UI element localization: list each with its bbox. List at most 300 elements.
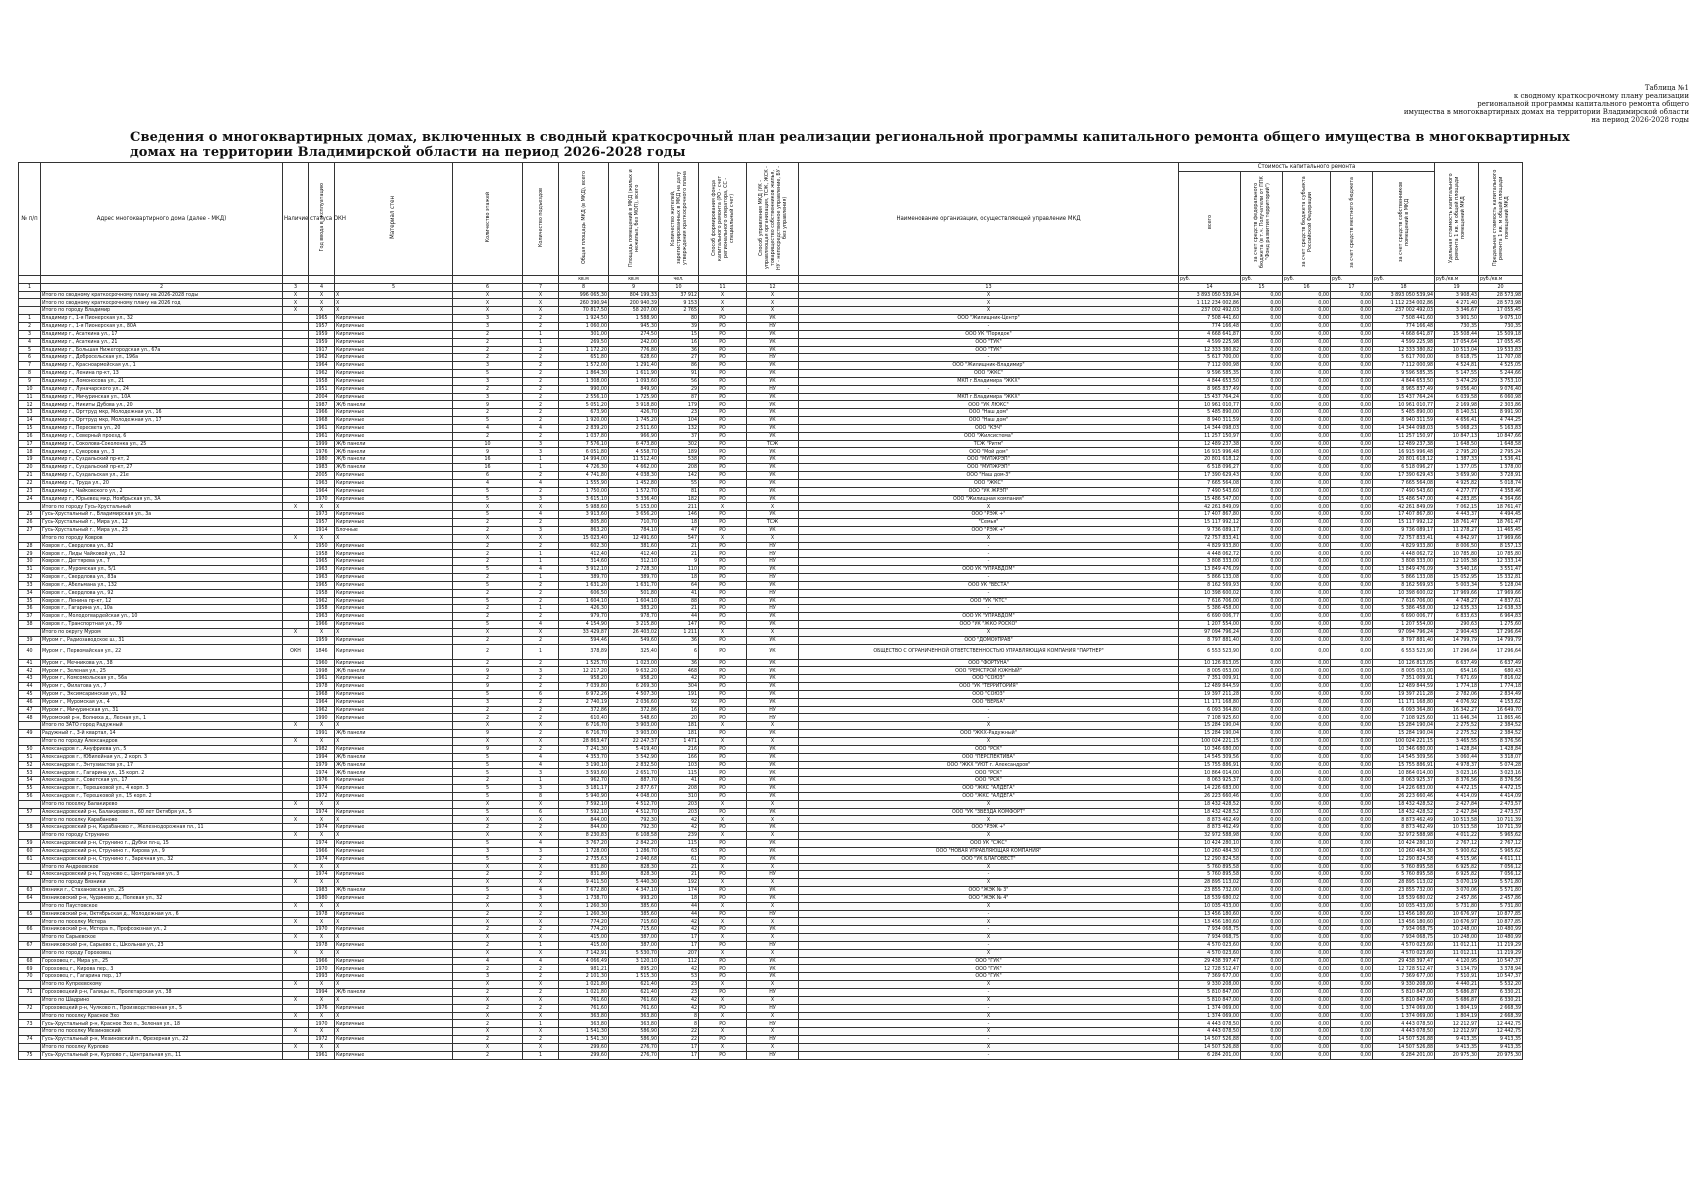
cell-c1: 32 972 588,98 [1179, 832, 1241, 840]
cell-mat: Кирпичные [335, 417, 453, 425]
cell-n [19, 934, 41, 942]
cell-okn [283, 613, 309, 621]
cell-c2: 0,00 [1241, 440, 1283, 448]
cell-c3: 0,00 [1283, 534, 1331, 542]
cell-u: 12 105,38 [1435, 558, 1479, 566]
cell-org: X [799, 996, 1179, 1004]
cell-mm: УК [747, 761, 799, 769]
cell-lim: 11 465,45 [1479, 526, 1523, 534]
cell-a2: 1 611,90 [609, 370, 659, 378]
cell-a2: 22 247,37 [609, 738, 659, 746]
cell-c2: 0,00 [1241, 918, 1283, 926]
cell-fm: РО [699, 573, 747, 581]
cell-res: 18 [659, 519, 699, 527]
cell-c2: 0,00 [1241, 792, 1283, 800]
cell-a1: 3 190,10 [559, 761, 609, 769]
cell-c3: 0,00 [1283, 330, 1331, 338]
cell-u: 4 472,15 [1435, 785, 1479, 793]
cell-addr: Владимир г., Ломоносова ул., 21 [41, 377, 283, 385]
cell-yr: 1914 [309, 526, 335, 534]
cell-a1: 7 672,80 [559, 887, 609, 895]
cell-c1: 774 166,48 [1179, 322, 1241, 330]
cell-en: 2 [523, 730, 559, 738]
cell-en: 2 [523, 377, 559, 385]
cell-okn [283, 558, 309, 566]
cell-org: X [799, 628, 1179, 636]
cell-lim: 4 358,46 [1479, 487, 1523, 495]
cell-lim: 10 785,80 [1479, 550, 1523, 558]
table-row [19, 706, 1523, 714]
cell-fl: 5 [453, 753, 523, 761]
cell-n: 43 [19, 675, 41, 683]
cell-org: ООО "ТУК" [799, 346, 1179, 354]
cell-en: 2 [523, 659, 559, 667]
cell-lim: 12 638,33 [1479, 605, 1523, 613]
cell-fl: 2 [453, 644, 523, 659]
cell-a1: 1 864,30 [559, 370, 609, 378]
cell-res: 207 [659, 949, 699, 957]
cell-yr: 1959 [309, 636, 335, 644]
cell-c4: 0,00 [1331, 503, 1373, 511]
cell-fl: 2 [453, 1020, 523, 1028]
cell-a1: 602,30 [559, 542, 609, 550]
column-number: 16 [1283, 283, 1331, 291]
table-row [19, 613, 1523, 621]
cell-fm: X [699, 1028, 747, 1036]
cell-a1: 1 555,90 [559, 479, 609, 487]
table-row [19, 894, 1523, 902]
cell-org: ООО "Наш дом" [799, 409, 1179, 417]
cell-yr: 1966 [309, 957, 335, 965]
cell-fm: РО [699, 792, 747, 800]
cell-mat: Кирпичные [335, 511, 453, 519]
cell-org: X [799, 503, 1179, 511]
cell-fl: 5 [453, 769, 523, 777]
cell-u: 1 428,84 [1435, 745, 1479, 753]
cell-fm: РО [699, 683, 747, 691]
cell-en: 2 [523, 636, 559, 644]
cell-c2: 0,00 [1241, 800, 1283, 808]
cell-en: 4 [523, 839, 559, 847]
cell-addr: Гусь-Хрустальный г., Мира ул., 12 [41, 519, 283, 527]
cell-c2: 0,00 [1241, 667, 1283, 675]
cell-fm: РО [699, 424, 747, 432]
cell-lim: 17 055,45 [1479, 338, 1523, 346]
cell-c2: 0,00 [1241, 370, 1283, 378]
cell-a2: 363,80 [609, 1020, 659, 1028]
cell-org: ООО УК "Порядок" [799, 330, 1179, 338]
cell-c2: 0,00 [1241, 1012, 1283, 1020]
cell-okn [283, 785, 309, 793]
cell-mat: X [335, 1028, 453, 1036]
cell-c4: 0,00 [1331, 448, 1373, 456]
cell-org: ООО "Жилищник-Центр" [799, 315, 1179, 323]
cell-mm: X [747, 1028, 799, 1036]
cell-n: 15 [19, 424, 41, 432]
cell-c4: 0,00 [1331, 973, 1373, 981]
cell-c3: 0,00 [1283, 393, 1331, 401]
table-row [19, 745, 1523, 753]
table-row [19, 417, 1523, 425]
cell-mat: Кирпичные [335, 855, 453, 863]
cell-res: 115 [659, 769, 699, 777]
cell-mm: УК [747, 511, 799, 519]
cell-a2: 3 903,00 [609, 730, 659, 738]
cell-a1: 2 556,10 [559, 393, 609, 401]
cell-org: ТСЖ "Ритм" [799, 440, 1179, 448]
cell-a2: 6 108,58 [609, 832, 659, 840]
cell-en: 2 [523, 370, 559, 378]
cell-c2: 0,00 [1241, 299, 1283, 307]
cell-fm: РО [699, 847, 747, 855]
cell-mat: Кирпичные [335, 973, 453, 981]
cell-n: 6 [19, 354, 41, 362]
cell-fl: 2 [453, 432, 523, 440]
cell-c5: 11 257 150,97 [1373, 432, 1435, 440]
cell-en: 3 [523, 667, 559, 675]
cell-fm: РО [699, 566, 747, 574]
cell-addr: Итого по поселку Балакирево [41, 800, 283, 808]
cell-a1: 1 541,30 [559, 1036, 609, 1044]
cell-u: 4 524,81 [1435, 362, 1479, 370]
cell-a1: 6 716,70 [559, 730, 609, 738]
cell-org: X [799, 1043, 1179, 1051]
cell-mat: Кирпичные [335, 675, 453, 683]
cell-org: ООО "ВЕРБА" [799, 698, 1179, 706]
cell-res: 21 [659, 550, 699, 558]
cell-u: 4 443,37 [1435, 511, 1479, 519]
cell-c4: 0,00 [1331, 472, 1373, 480]
cell-mat: Кирпичные [335, 487, 453, 495]
cell-yr: 1950 [309, 542, 335, 550]
cell-org: - [799, 910, 1179, 918]
cell-mm: X [747, 1012, 799, 1020]
cell-c1: 18 539 680,02 [1179, 894, 1241, 902]
cell-c4: 0,00 [1331, 487, 1373, 495]
cell-c1: 9 330 208,00 [1179, 981, 1241, 989]
cell-c2: 0,00 [1241, 495, 1283, 503]
cell-c3: 0,00 [1283, 981, 1331, 989]
cell-a1: 5 940,90 [559, 792, 609, 800]
cell-addr: Александров г., Энтузиастов ул., 17 [41, 761, 283, 769]
cell-addr: Владимир г., Суздальский пр-кт, 27 [41, 464, 283, 472]
cell-en: 2 [523, 824, 559, 832]
cell-c4: 0,00 [1331, 597, 1373, 605]
cell-res: 110 [659, 566, 699, 574]
unit-cell: кв.м [609, 275, 659, 283]
cell-en: X [523, 291, 559, 299]
cell-res: 29 [659, 385, 699, 393]
cell-a2: 549,60 [609, 636, 659, 644]
cell-c4: 0,00 [1331, 299, 1373, 307]
cell-mat: Кирпичные [335, 589, 453, 597]
cell-c2: 0,00 [1241, 432, 1283, 440]
cell-lim: 2 767,12 [1479, 839, 1523, 847]
cell-c3: 0,00 [1283, 472, 1331, 480]
cell-n: 48 [19, 714, 41, 722]
cell-addr: Итого по Купреевскому [41, 981, 283, 989]
cell-en: 6 [523, 808, 559, 816]
cell-c1: 8 873 462,49 [1179, 816, 1241, 824]
cell-fl: 5 [453, 808, 523, 816]
cell-a2: 372,86 [609, 706, 659, 714]
cell-fm: X [699, 628, 747, 636]
cell-addr: Александров г., Гагарина ул., 15 корп. 2 [41, 769, 283, 777]
cell-okn [283, 761, 309, 769]
cell-a2: 3 336,40 [609, 495, 659, 503]
cell-c2: 0,00 [1241, 824, 1283, 832]
cell-res: 81 [659, 487, 699, 495]
cell-en: 8 [523, 792, 559, 800]
cell-mat: Кирпичные [335, 605, 453, 613]
cell-a2: 58 207,00 [609, 307, 659, 315]
cell-fm: РО [699, 613, 747, 621]
cell-n: 74 [19, 1036, 41, 1044]
cell-a2: 4 038,30 [609, 472, 659, 480]
cell-mat: Кирпичные [335, 432, 453, 440]
cell-fm: РО [699, 472, 747, 480]
cell-okn: X [283, 981, 309, 989]
cell-fm: X [699, 902, 747, 910]
cell-org: ООО "МУПЖРЭП" [799, 456, 1179, 464]
cell-fm: РО [699, 957, 747, 965]
cell-mm: НУ [747, 605, 799, 613]
cell-addr: Ковров г., Свердлова ул., 82 [41, 542, 283, 550]
cell-lim: 4 414,09 [1479, 792, 1523, 800]
cell-c3: 0,00 [1283, 589, 1331, 597]
cell-org: X [799, 816, 1179, 824]
header-unit-cost: Удельная стоимость капитального ремонта 1 кв. м общей площади помещений МКД [1435, 163, 1479, 276]
cell-n [19, 1043, 41, 1051]
cell-fl: 16 [453, 464, 523, 472]
cell-c5: 72 757 833,41 [1373, 534, 1435, 542]
cell-a2: 6 269,30 [609, 683, 659, 691]
cell-a1: 761,60 [559, 996, 609, 1004]
cell-yr: 1958 [309, 589, 335, 597]
cell-c4: 0,00 [1331, 291, 1373, 299]
cell-c4: 0,00 [1331, 440, 1373, 448]
cell-a1: 299,60 [559, 1043, 609, 1051]
cell-a2: 274,50 [609, 330, 659, 338]
cell-org: ООО "УК "ЗВЕЗДА КОМФОРТ" [799, 808, 1179, 816]
cell-org: X [799, 800, 1179, 808]
cell-mat: X [335, 996, 453, 1004]
table-row [19, 785, 1523, 793]
cell-c1: 14 545 309,56 [1179, 753, 1241, 761]
cell-c5: 19 397 211,28 [1373, 690, 1435, 698]
cell-res: 23 [659, 981, 699, 989]
cell-yr: 1963 [309, 573, 335, 581]
header-residents: Количество жителей, зарегистрированных в МКД на дату утверждения краткосрочного плана [659, 163, 699, 276]
cell-lim: 4 744,25 [1479, 417, 1523, 425]
cell-c2: 0,00 [1241, 589, 1283, 597]
cell-org: ООО "РЭЖ +" [799, 526, 1179, 534]
cell-mat: X [335, 738, 453, 746]
cell-c1: 5 810 847,00 [1179, 989, 1241, 997]
cell-c1: 10 864 014,00 [1179, 769, 1241, 777]
cell-n: 22 [19, 479, 41, 487]
cell-org: X [799, 738, 1179, 746]
cell-org: ООО "ЖКС "АЛДЕГА" [799, 792, 1179, 800]
cell-mat: X [335, 534, 453, 542]
cell-a1: 6 051,80 [559, 448, 609, 456]
cell-yr: 2005 [309, 472, 335, 480]
cell-u: 2 427,84 [1435, 800, 1479, 808]
cell-en: 2 [523, 597, 559, 605]
cell-c4: 0,00 [1331, 902, 1373, 910]
cell-mm: X [747, 800, 799, 808]
cell-c5: 17 407 867,80 [1373, 511, 1435, 519]
cell-org: - [799, 542, 1179, 550]
cell-c4: 0,00 [1331, 393, 1373, 401]
cell-okn: X [283, 832, 309, 840]
cell-okn [283, 894, 309, 902]
cell-u: 10 513,58 [1435, 816, 1479, 824]
cell-a1: 8 230,83 [559, 832, 609, 840]
cell-u: 10 248,00 [1435, 934, 1479, 942]
cell-c2: 0,00 [1241, 879, 1283, 887]
cell-n [19, 996, 41, 1004]
column-number: 3 [283, 283, 309, 291]
cell-okn [283, 636, 309, 644]
cell-n: 70 [19, 973, 41, 981]
cell-c1: 23 855 732,00 [1179, 887, 1241, 895]
cell-a1: 372,86 [559, 706, 609, 714]
cell-mat: Кирпичные [335, 1036, 453, 1044]
cell-c3: 0,00 [1283, 432, 1331, 440]
cell-c1: 4 599 225,98 [1179, 338, 1241, 346]
cell-u: 17 054,64 [1435, 338, 1479, 346]
cell-a1: 314,60 [559, 558, 609, 566]
cell-okn [283, 346, 309, 354]
cell-lim: 16 649,70 [1479, 706, 1523, 714]
cell-okn [283, 808, 309, 816]
cell-mat: Кирпичные [335, 338, 453, 346]
table-row [19, 401, 1523, 409]
cell-c5: 4 443 078,50 [1373, 1028, 1435, 1036]
cell-addr: Гороховецкий р-н, Чулково п., Производственная ул., 5 [41, 1004, 283, 1012]
cell-en: 6 [523, 690, 559, 698]
table-row [19, 377, 1523, 385]
cell-n [19, 981, 41, 989]
cell-a1: 14 994,00 [559, 456, 609, 464]
cell-en: X [523, 299, 559, 307]
cell-c1: 15 284 190,04 [1179, 722, 1241, 730]
cell-fm: РО [699, 1036, 747, 1044]
cell-c3: 0,00 [1283, 730, 1331, 738]
cell-org: - [799, 1051, 1179, 1059]
table-row [19, 1004, 1523, 1012]
cell-c2: 0,00 [1241, 706, 1283, 714]
cell-c3: 0,00 [1283, 824, 1331, 832]
cell-lim: 19 533,83 [1479, 346, 1523, 354]
cell-yr: X [309, 918, 335, 926]
cell-mat: Кирпичные [335, 698, 453, 706]
cell-mat: X [335, 628, 453, 636]
cell-fl: X [453, 1028, 523, 1036]
cell-c2: 0,00 [1241, 683, 1283, 691]
cell-fl: 3 [453, 377, 523, 385]
cell-u: 10 847,13 [1435, 432, 1479, 440]
cell-fl: 5 [453, 690, 523, 698]
cell-addr: Итого по городу Струнино [41, 832, 283, 840]
cell-mat: Кирпичные [335, 566, 453, 574]
cell-fm: РО [699, 370, 747, 378]
cell-n: 44 [19, 683, 41, 691]
cell-a1: 1 260,30 [559, 902, 609, 910]
cell-c4: 0,00 [1331, 785, 1373, 793]
cell-en: 4 [523, 479, 559, 487]
subtotal-row [19, 503, 1523, 511]
cell-c2: 0,00 [1241, 659, 1283, 667]
table-row [19, 973, 1523, 981]
cell-fl: 9 [453, 448, 523, 456]
cell-addr: Гусь-Хрустальный г., Мира ул., 23 [41, 526, 283, 534]
cell-fm: РО [699, 989, 747, 997]
cell-mm: НУ [747, 706, 799, 714]
cell-addr: Владимир г., Красноармейская ул., 1 [41, 362, 283, 370]
cell-mm: УК [747, 315, 799, 323]
table-row [19, 322, 1523, 330]
table-row [19, 589, 1523, 597]
cell-lim: 9 413,35 [1479, 1036, 1523, 1044]
cell-a1: 1 920,00 [559, 417, 609, 425]
cell-mat: Ж/б панели [335, 730, 453, 738]
cell-n: 21 [19, 472, 41, 480]
cell-org: МКП г.Владимира "ЖКХ" [799, 377, 1179, 385]
cell-a2: 4 558,70 [609, 448, 659, 456]
cell-addr: Владимир г., Суздальский пр-кт, 2 [41, 456, 283, 464]
cell-c5: 15 284 190,04 [1373, 730, 1435, 738]
cell-c5: 15 284 190,04 [1373, 722, 1435, 730]
cell-fm: РО [699, 479, 747, 487]
cell-mat: Кирпичные [335, 424, 453, 432]
cell-c5: 13 849 476,09 [1373, 566, 1435, 574]
cell-lim: 680,43 [1479, 667, 1523, 675]
cell-c3: 0,00 [1283, 839, 1331, 847]
cell-fm: РО [699, 621, 747, 629]
cell-c5: 8 797 881,40 [1373, 636, 1435, 644]
cell-a1: 6 716,70 [559, 722, 609, 730]
cell-mat: Кирпичные [335, 926, 453, 934]
cell-c3: 0,00 [1283, 487, 1331, 495]
cell-c1: 5 760 895,58 [1179, 863, 1241, 871]
cell-okn: X [283, 291, 309, 299]
cell-mat: X [335, 918, 453, 926]
cell-lim: 8 157,13 [1479, 542, 1523, 550]
cell-yr: 1962 [309, 370, 335, 378]
cell-mm: УК [747, 675, 799, 683]
cell-addr: Итого по поселку Курлово [41, 1043, 283, 1051]
table-row [19, 338, 1523, 346]
cell-a2: 792,30 [609, 816, 659, 824]
cell-c1: 42 261 849,09 [1179, 503, 1241, 511]
cell-res: 174 [659, 887, 699, 895]
cell-en: 3 [523, 495, 559, 503]
cell-org: "Семья" [799, 519, 1179, 527]
cell-en: 2 [523, 1004, 559, 1012]
cell-c3: 0,00 [1283, 322, 1331, 330]
cell-a1: 415,00 [559, 941, 609, 949]
cell-c5: 13 456 180,60 [1373, 910, 1435, 918]
cell-c4: 0,00 [1331, 581, 1373, 589]
cell-a1: 1 728,00 [559, 847, 609, 855]
cell-addr: Гусь-Хрустальный р-н, Курлово г., Центральная ул., 11 [41, 1051, 283, 1059]
cell-mat: X [335, 949, 453, 957]
cell-mm: УК [747, 698, 799, 706]
cell-u: 2 427,84 [1435, 808, 1479, 816]
cell-a1: 70 817,50 [559, 307, 609, 315]
